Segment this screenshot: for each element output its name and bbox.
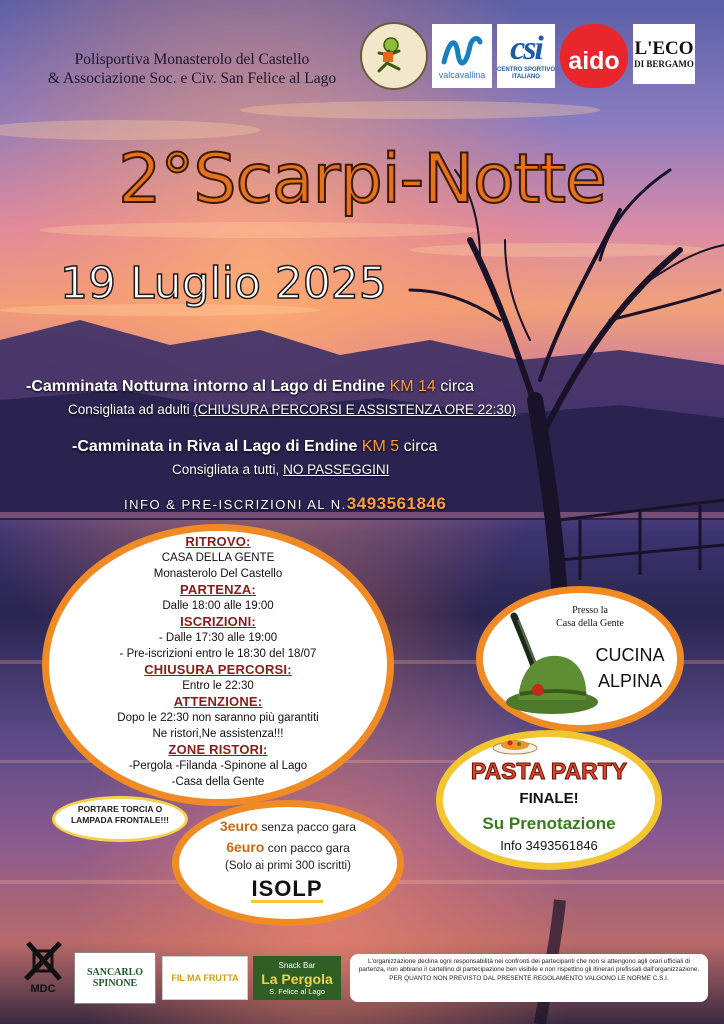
- attenzione-line-1: Dopo le 22:30 non saranno più garantiti: [117, 712, 319, 724]
- walk-1-note-line: [68, 402, 516, 417]
- info-line: [124, 494, 446, 514]
- partenza-line-1: Dalle 18:00 alle 19:00: [162, 600, 274, 612]
- walk-2-note-underlined: NO PASSEGGINI: [283, 462, 390, 477]
- organizer-line-2: & Associazione Soc. e Civ. San Felice al Lago: [47, 70, 337, 87]
- info-label: INFO & PRE-ISCRIZIONI AL N.: [124, 497, 347, 512]
- walk-1-note-underlined: (CHIUSURA PERCORSI E ASSISTENZA ORE 22:30): [193, 402, 516, 417]
- walk-1-km: KM 14: [389, 378, 436, 395]
- walk-1-circa: circa: [440, 378, 475, 395]
- partenza-heading: PARTENZA:: [180, 582, 256, 597]
- csi-logo: [497, 24, 555, 88]
- zone-ristori-line-1: -Pergola -Filanda -Spinone al Lago: [128, 760, 308, 772]
- eco-di-bergamo-logo: [633, 24, 695, 84]
- iscrizioni-line-1: - Dalle 17:30 alle 19:00: [158, 632, 278, 644]
- organizers: [22, 50, 362, 88]
- csi-logo-subtext: CENTRO SPORTIVO ITALIANO: [497, 67, 556, 80]
- valcavallina-wave-icon: [440, 32, 484, 72]
- iscrizioni-heading: ISCRIZIONI:: [180, 614, 256, 629]
- info-phone[interactable]: 3493561846: [346, 494, 447, 513]
- walk-1-note: Consigliata ad adulti: [68, 402, 190, 417]
- cucina-line-1: CUCINA: [595, 645, 665, 665]
- isolp-logo-text: ISOLP: [251, 875, 323, 901]
- walk-2-line: [72, 438, 437, 456]
- walk-2-name: -Camminata in Riva al Lago di Endine: [72, 438, 358, 455]
- iscrizioni-line-2: - Pre-iscrizioni entro le 18:30 del 18/07: [119, 648, 317, 660]
- mdc-logo: [18, 934, 68, 1000]
- organizer-line-1: Polisportiva Monasterolo del Castello: [74, 51, 310, 68]
- sancarlo-spinone-logo: [74, 952, 156, 1004]
- walk-1-line: [26, 378, 474, 396]
- chiusura-heading: CHIUSURA PERCORSI:: [144, 662, 292, 677]
- torch-text: [56, 804, 184, 826]
- pergola-line-1: Snack Bar: [278, 960, 316, 970]
- price-block: [180, 816, 396, 874]
- cucina-location-line-2: Casa della Gente: [556, 618, 624, 629]
- spinone-line-2: SPINONE: [92, 978, 138, 989]
- ritrovo-line-1: CASA DELLA GENTE: [161, 552, 275, 564]
- attenzione-line-2: Ne ristori,Ne assistenza!!!: [152, 728, 284, 740]
- zone-ristori-line-2: -Casa della Gente: [171, 776, 265, 788]
- pasta-party-info[interactable]: Info 3493561846: [500, 838, 598, 853]
- walk-2-km: KM 5: [361, 438, 400, 455]
- pasta-party-finale: FINALE!: [519, 790, 579, 807]
- pasta-plate-icon: [490, 734, 540, 756]
- price-note: (Solo ai primi 300 iscritti): [225, 860, 351, 872]
- frog-runner-icon: [369, 31, 419, 81]
- eco-logo-line2: DI BERGAMO: [634, 59, 694, 69]
- eco-logo-line1: L'ECO: [634, 38, 694, 59]
- pasta-party-prenotazione: Su Prenotazione: [482, 814, 616, 833]
- ritrovo-heading: RITROVO:: [185, 534, 251, 549]
- isolp-logo: [246, 872, 328, 908]
- disclaimer-box: L'organizzazione declina ogni responsabilità nei confronti dei partecipanti che non si attengono agli orari ufficiali di partenza, non abbiano il cartellino di partecipazione ben visibile e non rispettino gli itinerari prefissati dall'organizzazione. PER QUANTO NON PREVISTO DAL PRESENTE REGOLAMENTO VALGONO LE NORME C.S.I.: [350, 954, 708, 1002]
- mdc-emblem-icon: [20, 939, 66, 983]
- spinone-line-1: SANCARLO: [86, 967, 144, 978]
- details-block: [70, 534, 366, 790]
- chiusura-line-1: Entro le 22:30: [182, 680, 254, 692]
- cucina-alpina-text: [590, 642, 670, 694]
- pasta-party-title: PASTA PARTY: [470, 758, 628, 784]
- price-amount-2: 6euro: [226, 839, 265, 855]
- walk-1-name: -Camminata Notturna intorno al Lago di Endine: [26, 378, 386, 395]
- price-line-1: [180, 816, 396, 837]
- event-title: 2°Scarpi-Notte: [118, 140, 606, 219]
- walk-2-circa: circa: [403, 438, 438, 455]
- csi-logo-text: csi: [510, 30, 542, 67]
- torch-line-2: LAMPADA FRONTALE!!!: [70, 815, 170, 825]
- valcavallina-label: valcavallina: [438, 70, 486, 80]
- pergola-line-2: La Pergola: [261, 970, 333, 987]
- alpine-hat-icon: [496, 610, 600, 720]
- walk-2-note: Consigliata a tutti,: [172, 462, 280, 477]
- price-amount-1: 3euro: [219, 818, 259, 834]
- running-frog-logo: [360, 22, 428, 90]
- fil-ma-frutta-logo: [162, 956, 248, 1000]
- aido-logo-text: aido: [568, 46, 620, 75]
- mdc-label: MDC: [30, 983, 56, 995]
- price-desc-1: senza pacco gara: [261, 820, 357, 834]
- zone-ristori-heading: ZONE RISTORI:: [168, 742, 268, 757]
- valcavallina-logo: [432, 24, 492, 88]
- aido-logo: [560, 24, 628, 88]
- cucina-location-line-1: Presso la: [572, 605, 608, 616]
- la-pergola-logo: [253, 956, 341, 1000]
- cucina-line-2: ALPINA: [597, 671, 663, 691]
- pergola-line-3: S. Felice al Lago: [269, 986, 325, 996]
- walk-2-note-line: [172, 462, 389, 477]
- ritrovo-line-2: Monasterolo Del Castello: [153, 568, 283, 580]
- price-desc-2: con pacco gara: [267, 841, 350, 855]
- attenzione-heading: ATTENZIONE:: [173, 694, 263, 709]
- price-line-2: [180, 837, 396, 858]
- event-date: 19 Luglio 2025: [60, 258, 387, 309]
- frutta-label: FIL MA FRUTTA: [171, 973, 239, 983]
- torch-line-1: PORTARE TORCIA O: [77, 804, 163, 814]
